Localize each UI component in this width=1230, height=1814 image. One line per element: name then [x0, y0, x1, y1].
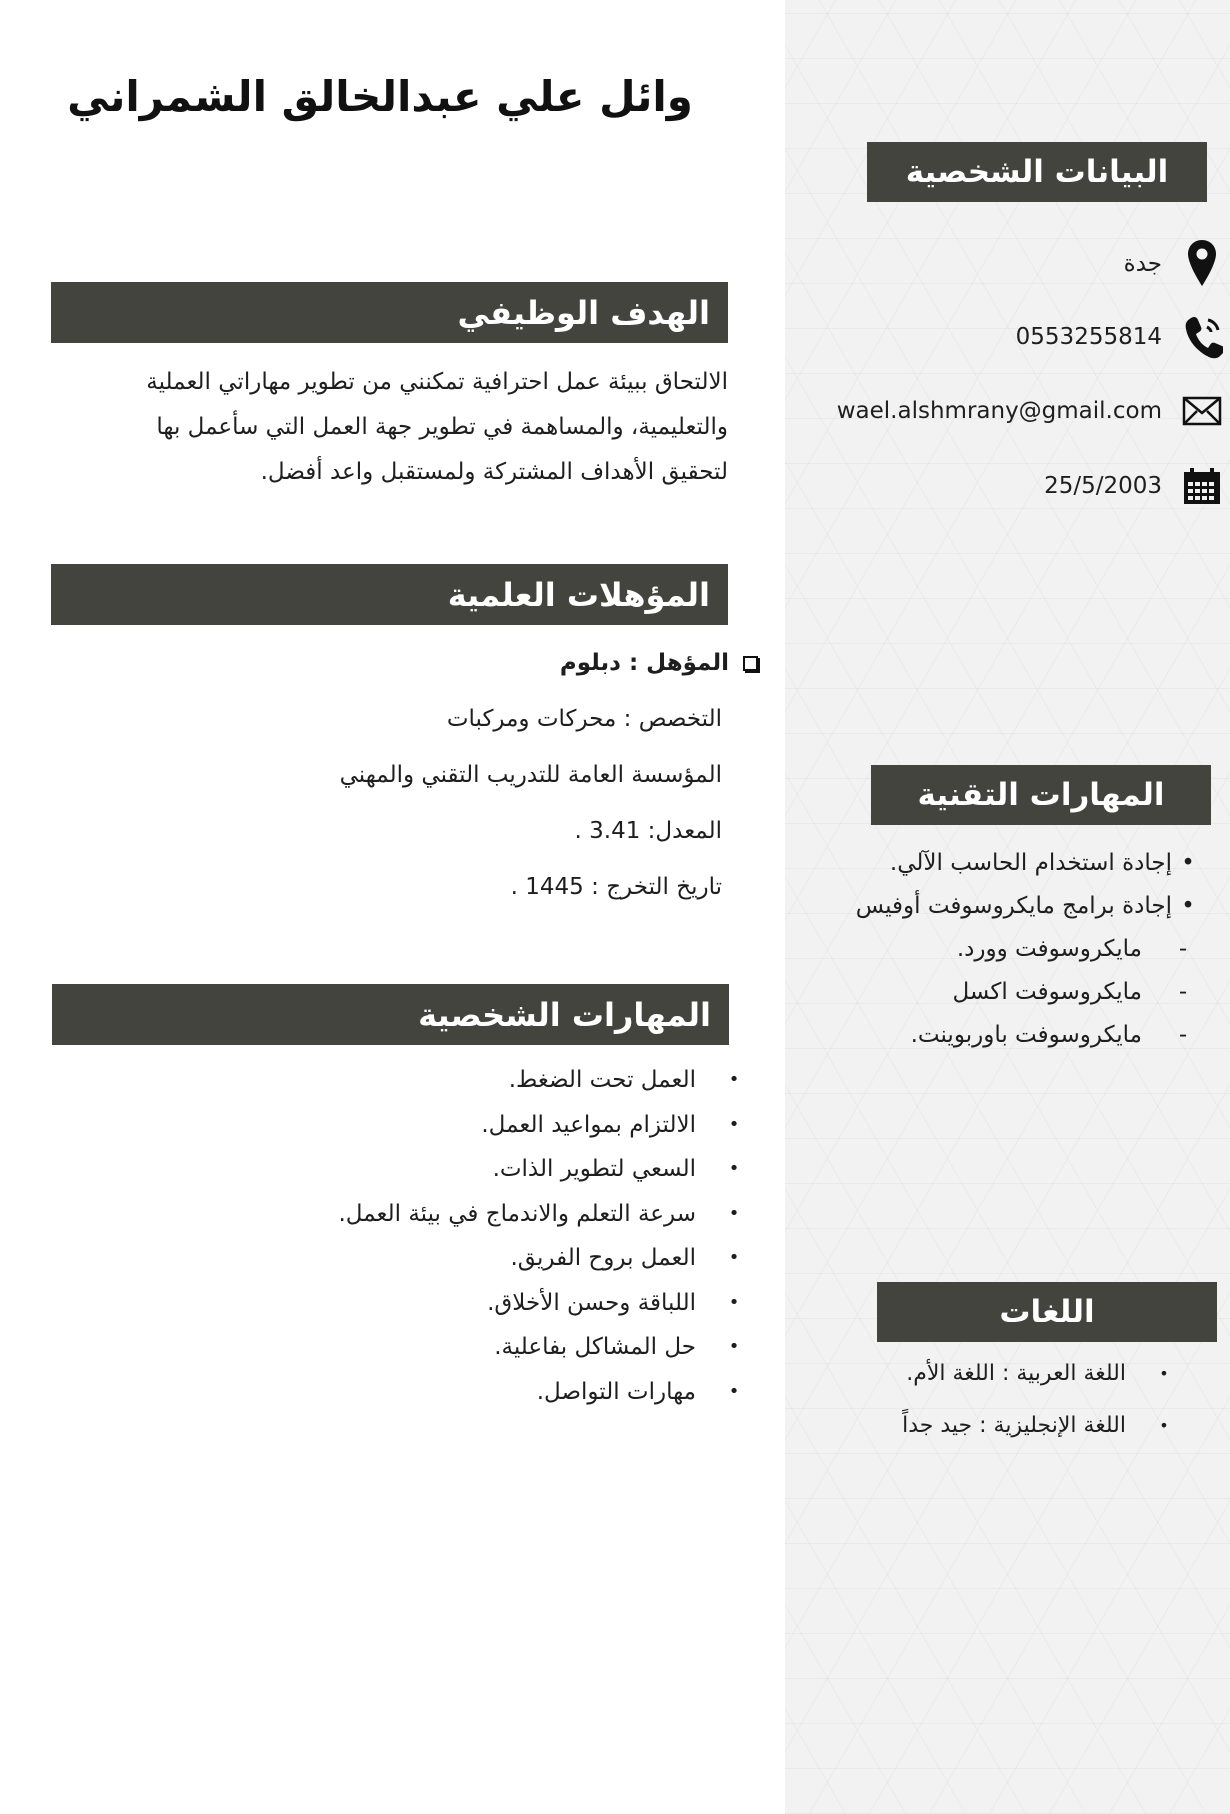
list-item	[902, 1348, 1174, 1400]
qualification-graduation: تاريخ التخرج : 1445 .	[510, 874, 722, 900]
email-text: wael.alshmrany@gmail.com	[836, 398, 1162, 424]
checkbox-bullet-icon	[743, 656, 758, 671]
language-text: اللغة الإنجليزية : جيد جداً	[902, 1413, 1126, 1438]
list-item	[339, 1147, 749, 1192]
bullet-icon: •	[728, 1113, 740, 1135]
bullet-icon: •	[728, 1158, 740, 1179]
list-item	[902, 1400, 1174, 1452]
tech-skills-list	[856, 842, 1198, 1057]
list-item	[856, 928, 1198, 971]
phone-text: 0553255814	[1015, 324, 1162, 350]
qualification-degree-text: المؤهل : دبلوم	[559, 650, 729, 676]
list-item	[856, 971, 1198, 1014]
bullet-icon: •	[728, 1291, 740, 1313]
language-text: اللغة العربية : اللغة الأم.	[906, 1361, 1126, 1386]
list-item	[856, 842, 1198, 885]
dash-icon: -	[1178, 936, 1188, 962]
location-pin-icon	[1180, 238, 1224, 290]
qualification-gpa: المعدل: 3.41 .	[574, 818, 722, 844]
objective-line: والتعليمية، والمساهمة في تطوير جهة العمل التي سأعمل بها	[156, 414, 728, 440]
qualification-major: التخصص : محركات ومركبات	[446, 706, 722, 732]
list-item	[339, 1281, 749, 1326]
dash-icon: -	[1178, 1022, 1188, 1048]
candidate-name: وائل علي عبدالخالق الشمراني	[67, 72, 693, 121]
tech-skills-heading	[871, 765, 1211, 825]
contact-email	[837, 395, 1224, 427]
soft-skills-heading-text: المهارات الشخصية	[418, 995, 711, 1034]
personal-info-heading-text: البيانات الشخصية	[905, 154, 1169, 190]
objective-paragraph	[70, 360, 728, 495]
contact-phone	[1016, 314, 1224, 360]
soft-skill-text: العمل بروح الفريق.	[510, 1245, 696, 1271]
list-item	[339, 1192, 749, 1237]
tech-subskill-text: مايكروسوفت وورد.	[956, 936, 1142, 962]
list-item	[856, 885, 1198, 928]
objective-line: لتحقيق الأهداف المشتركة ولمستقبل واعد أفضل.	[260, 459, 728, 485]
soft-skill-text: سرعة التعلم والاندماج في بيئة العمل.	[338, 1200, 696, 1227]
personal-info-heading	[867, 142, 1207, 202]
languages-heading-text: اللغات	[999, 1294, 1095, 1330]
qualifications-heading	[51, 564, 728, 625]
list-item	[339, 1103, 749, 1148]
soft-skill-text: الالتزام بمواعيد العمل.	[481, 1111, 696, 1138]
soft-skill-text: العمل تحت الضغط.	[508, 1067, 696, 1093]
list-item	[339, 1370, 749, 1415]
soft-skill-text: اللباقة وحسن الأخلاق.	[487, 1289, 696, 1316]
contact-birthdate	[1044, 466, 1224, 506]
soft-skill-text: السعي لتطوير الذات.	[492, 1156, 696, 1182]
soft-skill-text: حل المشاكل بفاعلية.	[494, 1334, 696, 1360]
bullet-icon: •	[1181, 850, 1195, 876]
list-item	[339, 1058, 749, 1103]
bullet-icon: •	[728, 1380, 740, 1402]
languages-heading	[877, 1282, 1217, 1342]
bullet-icon: •	[1159, 1364, 1169, 1383]
qualifications-heading-text: المؤهلات العلمية	[447, 575, 710, 614]
envelope-icon	[1180, 395, 1224, 427]
calendar-icon	[1180, 466, 1224, 506]
bullet-icon: •	[728, 1069, 740, 1090]
bullet-icon: •	[1181, 893, 1195, 919]
tech-skill-text: إجادة استخدام الحاسب الآلي.	[889, 850, 1172, 876]
bullet-icon: •	[728, 1247, 740, 1268]
objective-heading	[51, 282, 728, 343]
list-item	[856, 1014, 1198, 1057]
soft-skills-heading	[52, 984, 729, 1045]
dash-icon: -	[1178, 979, 1188, 1005]
tech-subskill-text: مايكروسوفت باوربوينت.	[910, 1022, 1142, 1048]
qualification-institution: المؤسسة العامة للتدريب التقني والمهني	[339, 762, 722, 788]
languages-list	[902, 1348, 1174, 1452]
tech-skills-heading-text: المهارات التقنية	[917, 777, 1165, 813]
qualification-degree	[560, 650, 758, 676]
tech-skill-text: إجادة برامج مايكروسوفت أوفيس	[855, 893, 1172, 919]
contact-city	[1124, 238, 1224, 290]
phone-icon	[1180, 314, 1224, 360]
bullet-icon: •	[728, 1336, 740, 1357]
list-item	[339, 1236, 749, 1281]
list-item	[339, 1325, 749, 1370]
soft-skill-text: مهارات التواصل.	[536, 1378, 696, 1405]
city-text: جدة	[1123, 251, 1162, 277]
bullet-icon: •	[1159, 1416, 1169, 1435]
tech-subskill-text: مايكروسوفت اكسل	[952, 979, 1142, 1005]
birthdate-text: 25/5/2003	[1044, 473, 1162, 499]
objective-heading-text: الهدف الوظيفي	[457, 293, 710, 332]
soft-skills-list	[339, 1058, 749, 1414]
bullet-icon: •	[728, 1202, 740, 1224]
objective-line: الالتحاق ببيئة عمل احترافية تمكنني من تطوير مهاراتي العملية	[146, 369, 728, 395]
